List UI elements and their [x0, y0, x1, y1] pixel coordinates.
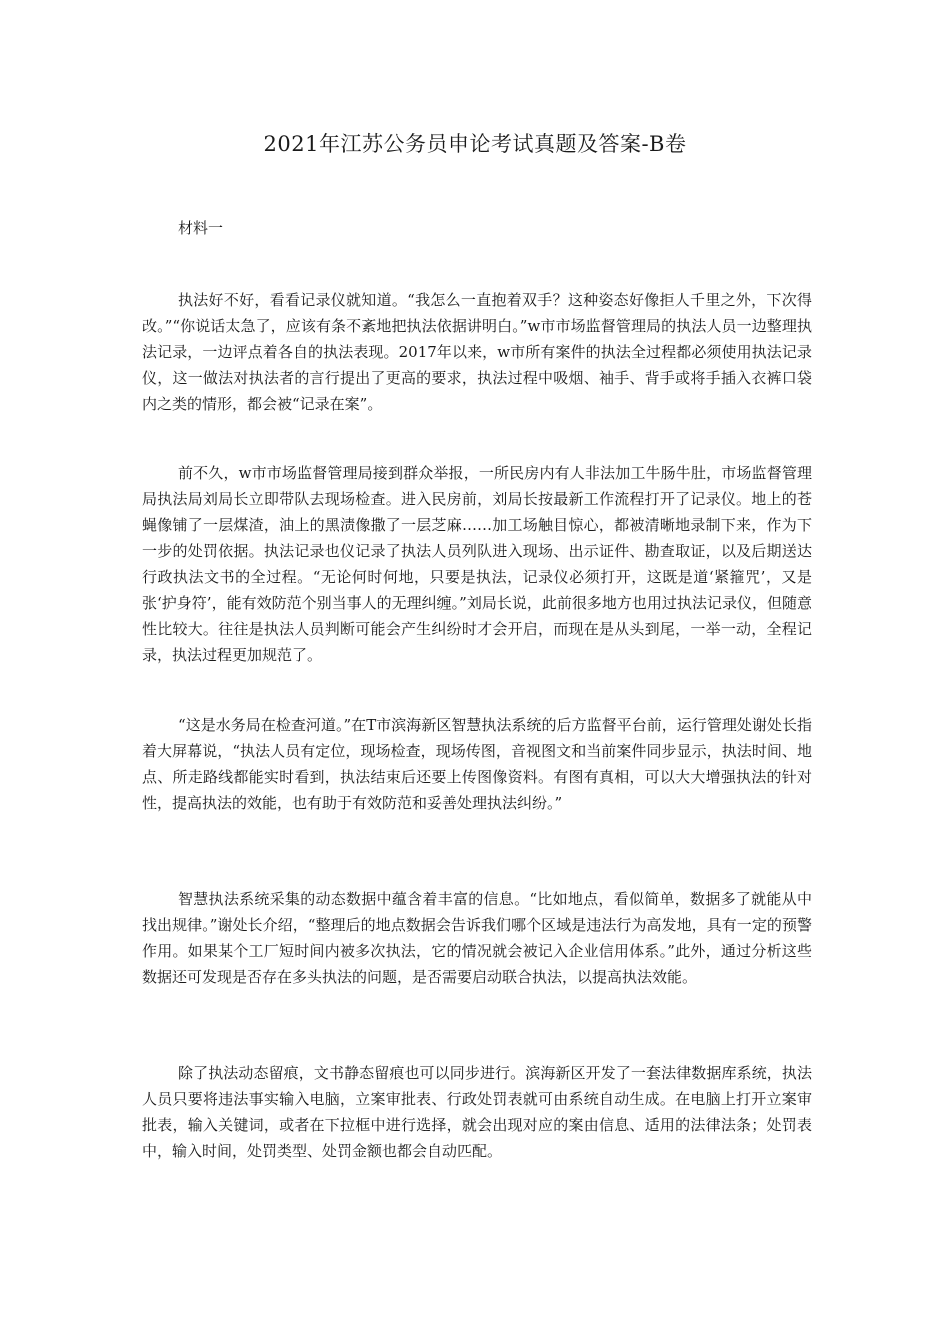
paragraph-2: 前不久，w市市场监督管理局接到群众举报，一所民房内有人非法加工牛肠牛肚，市场监督管理局执法局刘局长立即带队去现场检查。进入民房前，刘局长按最新工作流程打开了记录仪。地上的苍蝇像铺了一层煤渣，油上的黑渍像撒了一层芝麻……加工场触目惊心，都被清晰地录制下来，作为下一步的处罚依据。执法记录也仪记录了执法人员列队进入现场、出示证件、勘查取证，以及后期送达行政执法文书的全过程。“无论何时何地，只要是执法，记录仪必须打开，这既是道‘紧箍咒’，又是张‘护身符’，能有效防范个别当事人的无理纠缠。”刘局长说，此前很多地方也用过执法记录仪，但随意性比较大。往往是执法人员判断可能会产生纠纷时才会开启，而现在是从头到尾，一举一动，全程记录，执法过程更加规范了。 [142, 464, 812, 664]
document-title: 2021年江苏公务员申论考试真题及答案-B卷 [263, 132, 687, 156]
paragraph-1: 执法好不好，看看记录仪就知道。“我怎么一直抱着双手？这种姿态好像拒人千里之外，下次得改。”“你说话太急了，应该有条不紊地把执法依据讲明白。”w市市场监督管理局的执法人员一边整理执法记录，一边评点着各自的执法表现。2017年以来，w市所有案件的执法全过程都必须使用执法记录仪，这一做法对执法者的言行提出了更高的要求，执法过程中吸烟、袖手、背手或将手插入衣裤口袋内之类的情形，都会被“记录在案”。 [142, 291, 812, 413]
paragraph-5: 除了执法动态留痕，文书静态留痕也可以同步进行。滨海新区开发了一套法律数据库系统，执法人员只要将违法事实输入电脑，立案审批表、行政处罚表就可由系统自动生成。在电脑上打开立案审批表，输入关键词，或者在下拉框中进行选择，就会出现对应的案由信息、适用的法律法条；处罚表中，输入时间，处罚类型、处罚金额也都会自动匹配。 [142, 1064, 812, 1160]
paragraph-3: “这是水务局在检查河道。”在T市滨海新区智慧执法系统的后方监督平台前，运行管理处谢处长指着大屏幕说，“执法人员有定位，现场检查，现场传图，音视图文和当前案件同步显示，执法时间、地点、所走路线都能实时看到，执法结束后还要上传图像资料。有图有真相，可以大大增强执法的针对性，提高执法的效能，也有助于有效防范和妥善处理执法纠纷。” [142, 716, 812, 812]
section-label: 材料一 [178, 219, 224, 237]
paragraph-4: 智慧执法系统采集的动态数据中蕴含着丰富的信息。“比如地点，看似简单，数据多了就能从中找出规律。”谢处长介绍，“整理后的地点数据会告诉我们哪个区域是违法行为高发地，具有一定的预警作用。如果某个工厂短时间内被多次执法，它的情况就会被记入企业信用体系。”此外，通过分析这些数据还可发现是否存在多头执法的问题，是否需要启动联合执法，以提高执法效能。 [142, 890, 812, 986]
